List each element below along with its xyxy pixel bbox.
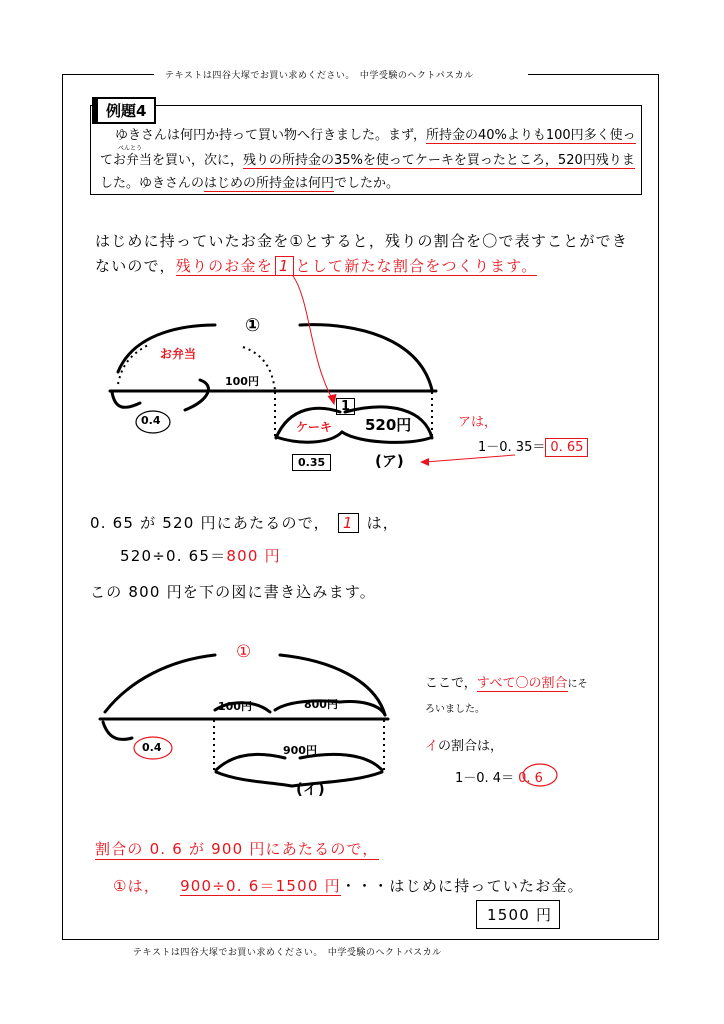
calc1-line — [90, 512, 399, 533]
d2-circle-one: ① — [236, 642, 252, 662]
example-label: 例題4 — [92, 97, 156, 124]
d2-note-expr: 1－0. 4＝ — [455, 771, 515, 786]
calc1-boxed-one: 1 — [338, 513, 359, 533]
d1-ratio-035: 0.35 — [292, 454, 331, 471]
final-text: ・・・はじめに持っていたお金。 — [340, 877, 584, 895]
d2-note-highlight: すべて〇の割合 — [476, 676, 568, 691]
d2-ratio-04: 0.4 — [142, 741, 162, 754]
final-circle-one: ①は， — [113, 877, 161, 895]
header-text: テキストは四谷大塚でお買い求めください。 中学受験のヘクトパスカル — [165, 71, 474, 81]
d1-note-answer: 0. 65 — [545, 438, 588, 457]
problem-key-phrase: 残りの所持金の35%を使ってケーキを買ったところ， — [243, 153, 558, 168]
d1-ratio-04: 0.4 — [141, 414, 161, 427]
final-line-2 — [113, 875, 584, 896]
final-answer-box: 1500 円 — [476, 900, 560, 929]
explanation-highlight-text: として新たな割合をつくります。 — [295, 257, 538, 275]
d2-note-3 — [425, 735, 503, 754]
calc1-text: 0. 65 が 520 円にあたるので， — [90, 514, 330, 532]
d2-note-answer: 0. 6 — [518, 771, 543, 786]
d1-bento-label: お弁当 — [160, 347, 197, 361]
calc1-expr-text: 520÷0. 65＝ — [120, 547, 227, 565]
d1-cake-label: ケーキ — [296, 420, 333, 434]
d1-note-expr-text: 1－0. 35＝ — [478, 440, 546, 455]
footer-text: テキストは四谷大塚でお買い求めください。 中学受験のヘクトパスカル — [133, 948, 442, 958]
explanation-line-1: はじめに持っていたお金を①とすると，残りの割合を〇で表すことができ — [95, 232, 629, 250]
calc1-result: 800 円 — [226, 547, 281, 565]
problem-key-phrase: 所持金の40%よりも100円多く使っ — [425, 128, 636, 143]
calc1-expr — [120, 545, 281, 566]
d1-circle-one: ① — [245, 315, 261, 336]
problem-key-phrase: はじめの所持金は何円 — [204, 176, 335, 191]
boxed-one: 1 — [275, 256, 294, 276]
explanation-highlight-text: 残りのお金を — [175, 257, 273, 275]
ruby-bento: べんとう — [118, 145, 143, 152]
d2-note-text: の割合は， — [438, 739, 504, 754]
problem-key-phrase: 520円残りま — [557, 153, 635, 168]
d2-note-2: ろいました。 — [425, 704, 485, 715]
d2-note-1 — [425, 672, 588, 691]
d1-a-label: (ア) — [375, 452, 404, 470]
d2-note-text: ここで， — [425, 676, 477, 691]
d2-i-label: (イ) — [296, 780, 325, 798]
d1-yen100: 100円 — [225, 375, 259, 388]
d1-box-one: 1 — [336, 398, 355, 415]
d1-note-a: アは， — [458, 415, 498, 430]
d1-yen520: 520円 — [365, 416, 412, 434]
final-line-1: 割合の 0. 6 が 900 円にあたるので， — [95, 840, 379, 858]
d1-note-expr — [478, 436, 588, 455]
d2-note-4 — [455, 767, 543, 786]
problem-text: ゆきさんは何円か持って買い物へ行きました。まず， — [115, 128, 426, 143]
instruction-text: この 800 円を下の図に書き込みます。 — [90, 583, 376, 601]
d2-yen900: 900円 — [283, 744, 317, 757]
d2-yen800: 800円 — [304, 698, 338, 711]
explanation-text: ないので， — [95, 257, 176, 275]
calc1-text: は， — [366, 514, 399, 532]
problem-text: でしたか。 — [334, 176, 400, 191]
d2-note-text: にそ — [567, 679, 588, 690]
problem-text: てお弁当を買い，次に， — [100, 153, 244, 168]
problem-text: した。ゆきさんの — [100, 176, 205, 191]
final-expr: 900÷0. 6＝1500 円 — [180, 877, 341, 895]
d2-note-i: イ — [425, 739, 439, 754]
d2-yen100: 100円 — [218, 700, 252, 713]
